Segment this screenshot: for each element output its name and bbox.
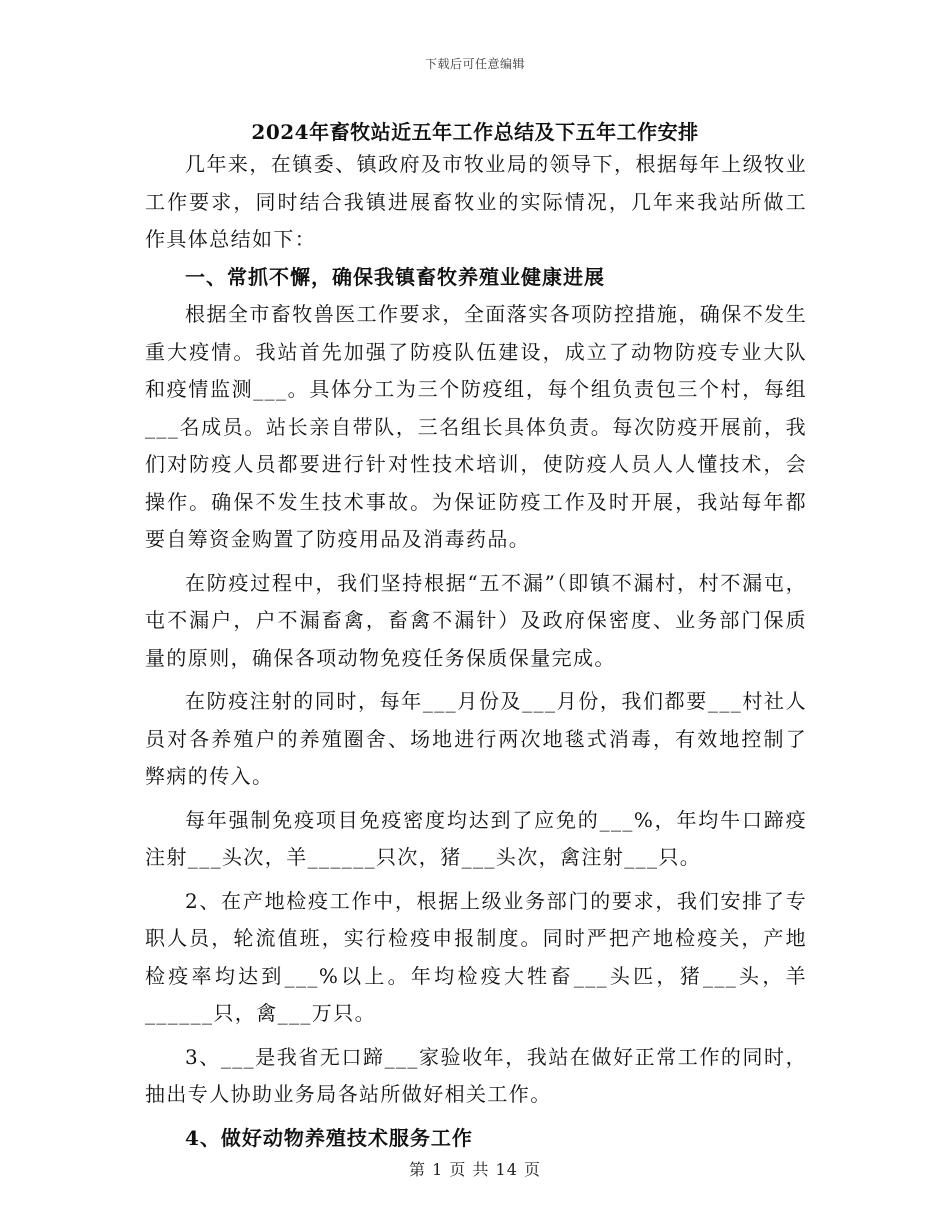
section-heading-1: 一、常抓不懈，确保我镇畜牧养殖业健康进展: [185, 264, 605, 289]
paragraph-immunization-stats: 每年强制免疫项目免疫密度均达到了应免的___%，年均牛口蹄疫注射___头次，羊______只次，猪___头次，禽注射___只。: [145, 807, 807, 869]
paragraph-acceptance: 3、___是我省无口蹄___家验收年，我站在做好正常工作的同时，抽出专人协助业务局各站所做好相关工作。: [145, 1044, 807, 1106]
section-heading-4: 4、做好动物养殖技术服务工作: [185, 1125, 473, 1150]
paragraph-disinfection: 在防疫注射的同时，每年___月份及___月份，我们都要___村社人员对各养殖户的养殖圈舍、场地进行两次地毯式消毒，有效地控制了弊病的传入。: [145, 689, 807, 788]
header-note: 下载后可任意编辑: [424, 57, 525, 71]
document-body: [145, 146, 807, 1157]
page-footer: 第 1 页 共 14 页: [409, 1160, 541, 1179]
paragraph-quarantine: 2、在产地检疫工作中，根据上级业务部门的要求，我们安排了专职人员，轮流值班，实行检疫申报制度。同时严把产地检疫关，产地检疫率均达到___%以上。年均检疫大牲畜___头匹，猪___头，羊______只，禽___万只。: [145, 888, 807, 1025]
intro-paragraph: 几年来，在镇委、镇政府及市牧业局的领导下，根据每年上级牧业工作要求，同时结合我镇进展畜牧业的实际情况，几年来我站所做工作具体总结如下：: [145, 152, 807, 251]
paragraph-five-no-miss: 在防疫过程中，我们坚持根据“五不漏”（即镇不漏村，村不漏屯，屯不漏户，户不漏畜禽，畜禽不漏针）及政府保密度、业务部门保质量的原则，确保各项动物免疫任务保质保量完成。: [145, 570, 807, 670]
document-title: 2024年畜牧站近五年工作总结及下五年工作安排: [251, 120, 699, 144]
paragraph-prevention-measures: 根据全市畜牧兽医工作要求，全面落实各项防控措施，确保不发生重大疫情。我站首先加强了防疫队伍建设，成立了动物防疫专业大队和疫情监测___。具体分工为三个防疫组，每个组负责包三个村，每组___名成员。站长亲自带队，三名组长具体负责。每次防疫开展前，我们对防疫人员都要进行针对性技术培训，使防疫人员人人懂技术，会操作。确保不发生技术事故。为保证防疫工作及时开展，我站每年都要自筹资金购置了防疫用品及消毒药品。: [145, 302, 807, 551]
